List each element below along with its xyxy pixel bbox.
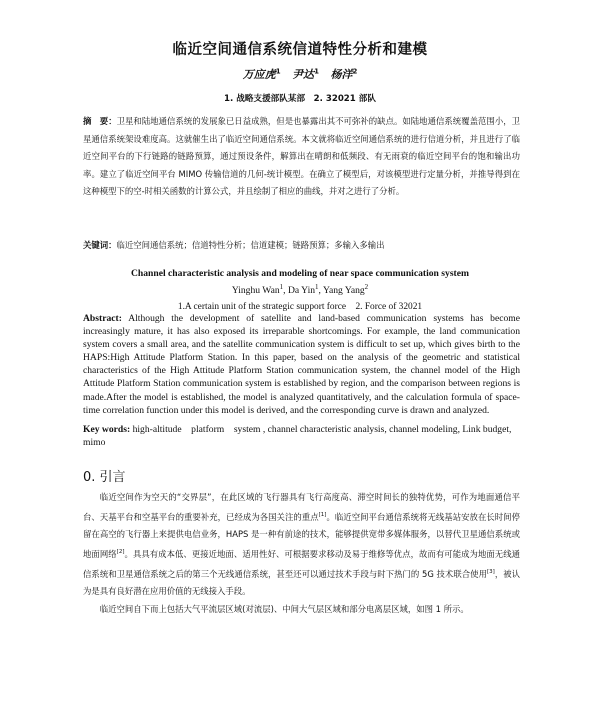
author-name: 万应虎: [242, 68, 276, 81]
keywords-label: 关键词：: [83, 240, 117, 250]
english-author-list: [0, 283, 600, 296]
english-keywords: [83, 423, 520, 449]
author-affiliation-mark: 1: [314, 67, 319, 76]
body-paragraph: [83, 489, 520, 601]
keywords-text: 临近空间通信系统；信道特性分析；信道建模；链路预算；多输入多输出: [116, 240, 385, 250]
english-abstract-text: Although the development of satellite and land-based communication systems has become increasingly mature, it has also exposed its irreparable shortcomings. For example, the land communication system covers a small area, and the satellite communication system is difficult to set up, which gives birth to the HAPS:High Attitude Platform Station. In this paper, based on the analysis of the geometric and statistical characteristics of the High Attitude Platform Station communication system, the channel model of the High Attitude Platform Station communication system is established by region, and the comparison between regions is made.After the model is established, the model is analyzed quantitatively, and the calculation formula of space-time correlation function under this model is derived, and the corresponding curve is drawn and analyzed.: [83, 313, 520, 416]
chinese-keywords: [83, 237, 520, 254]
paragraph-text: 临近空间作为空天的“交界层”，在此区域的飞行器具有飞行高度高、滞空时间长的独特优势，可作为地面通信平台、天基平台和空基平台的重要补充，已经成为各国关注的重点: [83, 492, 520, 522]
abstract-label: 摘 要：: [83, 116, 117, 126]
citation-mark: [1]: [318, 511, 327, 518]
author-separator: ,: [318, 285, 323, 297]
paper-title: 临近空间通信系统信道特性分析和建模: [172, 42, 428, 58]
paragraph-text: ，被认为是具有良好潜在应用价值的无线接入手段。: [83, 568, 521, 597]
author-affiliation-mark: 1: [315, 283, 319, 291]
paragraph-text: 。具具有成本低、更接近地面、适用性好、可根据要求移动及易于维修等优点，故而有可能成为地面无线通信系统和卫星通信系统之后的第三个无线通信系统，甚至还可以通过技术手段与时下热门的 5G 技术联合使用: [83, 548, 521, 579]
english-affiliation: 1.A certain unit of the strategic support force 2. Force of 32021: [177, 302, 423, 312]
english-author-name: Yang Yang: [322, 285, 365, 297]
paragraph-text: 临近空间自下而上包括大气平流层区域(对流层)、中间大气层区域和部分电离层区域，如图 1 所示。: [99, 604, 469, 615]
english-author-name: Da Yin: [287, 285, 316, 297]
affiliation: 1. 战略支援部队某部 2. 32021 部队: [224, 94, 376, 104]
paragraph-text: 。临近空间平台通信系统将无线基站安放在长时间停留在高空的飞行器上来提供电信业务，HAPS 是一种有前途的技术，能够提供宽带多媒体服务，以替代卫星通信系统或地面网络: [83, 511, 520, 559]
body-text: [83, 489, 520, 619]
english-abstract: [83, 312, 520, 417]
english-title: Channel characteristic analysis and modeling of near space communication system: [131, 268, 469, 279]
english-author-name: Yinghu Wan: [231, 285, 280, 297]
author-affiliation-mark: 2: [364, 283, 369, 291]
author-affiliation-mark: 2: [352, 67, 358, 76]
chinese-abstract: [83, 113, 520, 201]
author-list: [0, 66, 600, 82]
section-heading: 0. 引言: [83, 470, 126, 485]
abstract-text: 卫星和陆地通信系统的发展象已日益成熟，但是也暴露出其不可弥补的缺点。如陆地通信系统覆盖范围小，卫星通信系统架设难度高。这就催生出了临近空间通信系统。本文就将临近空间通信系统的进行信道分析，并且进行了临近空间平台的下行链路的链路预算，通过预设条件，解算出在晴朗和低频段、有无雨衰的临近空间平台的饱和输出功率。建立了临近空间平台 MIMO 传输信道的几何-统计模型。在确立了模型后，对该模型进行定量分析，并推导得到在这种模型下的空-时相关函数的计算公式，并且绘制了相应的曲线，并对之进行了分析。: [83, 116, 521, 197]
body-paragraph: [83, 601, 520, 619]
author-affiliation-mark: 1: [275, 67, 281, 76]
citation-mark: [3]: [486, 568, 495, 575]
author-affiliation-mark: 1: [279, 283, 284, 291]
author-name: 杨洋: [330, 68, 353, 81]
citation-mark: [2]: [116, 549, 125, 556]
english-keywords-label: Key words:: [83, 424, 131, 435]
author-separator: ,: [283, 285, 288, 297]
author-name: 尹达: [292, 68, 315, 81]
english-abstract-label: Abstract:: [83, 313, 122, 324]
english-keywords-text: high-altitude platform system , channel characteristic analysis, channel modeling, Link budget, mimo: [83, 424, 512, 449]
